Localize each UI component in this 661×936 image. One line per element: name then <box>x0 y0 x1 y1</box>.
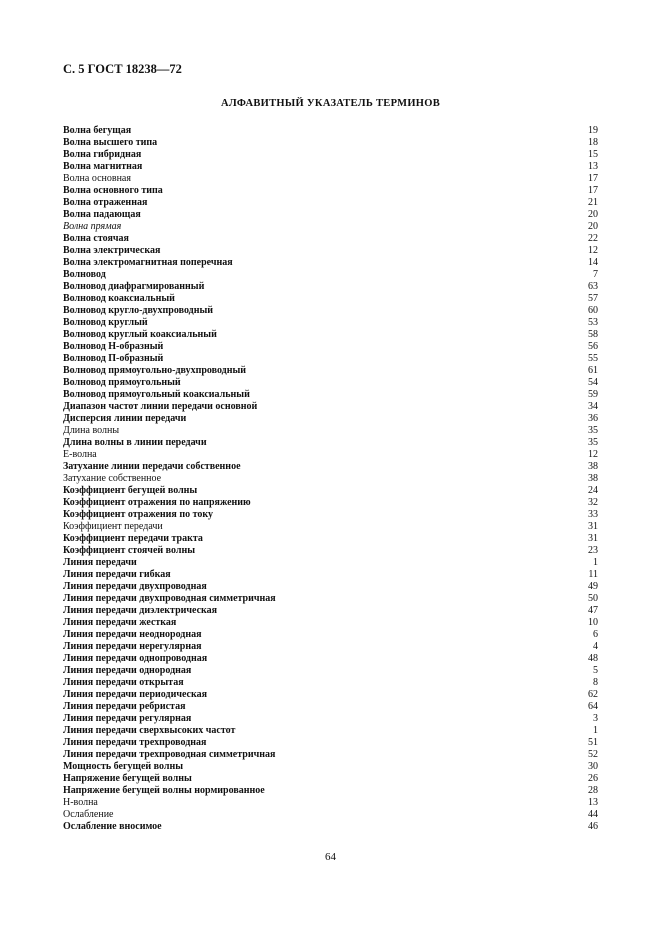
index-term: Коэффициент передачи <box>63 521 163 532</box>
index-page-ref: 47 <box>588 605 598 616</box>
index-entry <box>63 653 598 665</box>
index-page-ref: 8 <box>593 677 598 688</box>
index-entry <box>63 797 598 809</box>
index-page-ref: 23 <box>588 545 598 556</box>
index-page-ref: 4 <box>593 641 598 652</box>
index-page-ref: 32 <box>588 497 598 508</box>
index-entry <box>63 701 598 713</box>
index-entry <box>63 629 598 641</box>
index-page-ref: 12 <box>588 245 598 256</box>
index-term: Линия передачи неоднородная <box>63 629 202 640</box>
index-term: Напряжение бегущей волны нормированное <box>63 785 265 796</box>
index-page-ref: 11 <box>588 569 598 580</box>
index-page-ref: 44 <box>588 809 598 820</box>
index-entry <box>63 425 598 437</box>
index-term: Коэффициент отражения по напряжению <box>63 497 251 508</box>
index-page-ref: 49 <box>588 581 598 592</box>
index-entry <box>63 677 598 689</box>
index-entry <box>63 329 598 341</box>
index-term: Линия передачи гибкая <box>63 569 171 580</box>
index-page-ref: 60 <box>588 305 598 316</box>
index-entry <box>63 641 598 653</box>
index-entry <box>63 785 598 797</box>
index-entry <box>63 713 598 725</box>
index-term: Волна отраженная <box>63 197 148 208</box>
index-entry <box>63 761 598 773</box>
index-term: Волновод прямоугольно-двухпроводный <box>63 365 247 376</box>
index-entry <box>63 305 598 317</box>
index-entry <box>63 533 598 545</box>
index-page-ref: 50 <box>588 593 598 604</box>
index-entry <box>63 197 598 209</box>
index-page-ref: 24 <box>588 485 598 496</box>
index-page-ref: 54 <box>588 377 598 388</box>
index-term: Длина волны <box>63 425 120 436</box>
index-page-ref: 31 <box>588 533 598 544</box>
index-entry <box>63 233 598 245</box>
index-page-ref: 26 <box>588 773 598 784</box>
index-page-ref: 20 <box>588 221 598 232</box>
index-term: Ослабление <box>63 809 114 820</box>
index-term: Волна электромагнитная поперечная <box>63 257 233 268</box>
index-page-ref: 14 <box>588 257 598 268</box>
index-page-ref: 55 <box>588 353 598 364</box>
index-term: Длина волны в линии передачи <box>63 437 207 448</box>
index-term: Диапазон частот линии передачи основной <box>63 401 258 412</box>
index-page-ref: 12 <box>588 449 598 460</box>
index-page-ref: 51 <box>588 737 598 748</box>
index-page-ref: 63 <box>588 281 598 292</box>
index-page-ref: 34 <box>588 401 598 412</box>
index-entry <box>63 341 598 353</box>
index-term: Волна основного типа <box>63 185 163 196</box>
index-term: Волновод коаксиальный <box>63 293 175 304</box>
index-page-ref: 19 <box>588 125 598 136</box>
index-term: Волновод П-образный <box>63 353 164 364</box>
index-entry <box>63 497 598 509</box>
index-term: Линия передачи трехпроводная <box>63 737 207 748</box>
term-index <box>63 125 598 833</box>
index-entry <box>63 221 598 233</box>
index-page-ref: 35 <box>588 425 598 436</box>
index-page-ref: 13 <box>588 161 598 172</box>
index-page-ref: 52 <box>588 749 598 760</box>
index-term: Линия передачи периодическая <box>63 689 207 700</box>
index-term: Линия передачи диэлектрическая <box>63 605 218 616</box>
index-term: Волна прямая <box>63 221 122 232</box>
index-page-ref: 62 <box>588 689 598 700</box>
index-entry <box>63 485 598 497</box>
index-entry <box>63 257 598 269</box>
index-term: Ослабление вносимое <box>63 821 162 832</box>
page-number: 64 <box>325 851 336 863</box>
index-entry <box>63 545 598 557</box>
index-term: Волновод круглый коаксиальный <box>63 329 217 340</box>
index-page-ref: 64 <box>588 701 598 712</box>
index-term: Напряжение бегущей волны <box>63 773 192 784</box>
index-entry <box>63 605 598 617</box>
index-entry <box>63 269 598 281</box>
index-page-ref: 28 <box>588 785 598 796</box>
index-term: Волновод прямоугольный коаксиальный <box>63 389 250 400</box>
index-page-ref: 17 <box>588 185 598 196</box>
index-entry <box>63 413 598 425</box>
index-page-ref: 13 <box>588 797 598 808</box>
index-term: Затухание линии передачи собственное <box>63 461 241 472</box>
index-entry <box>63 245 598 257</box>
index-page-ref: 59 <box>588 389 598 400</box>
index-term: Волновод круглый <box>63 317 148 328</box>
index-term: Волна основная <box>63 173 131 184</box>
index-page-ref: 22 <box>588 233 598 244</box>
index-entry <box>63 773 598 785</box>
index-term: Линия передачи регулярная <box>63 713 192 724</box>
index-term: Линия передачи <box>63 557 137 568</box>
index-page-ref: 1 <box>593 725 598 736</box>
index-term: Е-волна <box>63 449 97 460</box>
index-entry <box>63 725 598 737</box>
index-page-ref: 46 <box>588 821 598 832</box>
index-term: Дисперсия линии передачи <box>63 413 187 424</box>
index-entry <box>63 281 598 293</box>
index-term: Линия передачи однородная <box>63 665 192 676</box>
index-term: Мощность бегущей волны <box>63 761 184 772</box>
index-title: АЛФАВИТНЫЙ УКАЗАТЕЛЬ ТЕРМИНОВ <box>220 98 441 109</box>
index-term: Линия передачи двухпроводная симметричная <box>63 593 276 604</box>
index-term: Волна электрическая <box>63 245 161 256</box>
index-entry <box>63 581 598 593</box>
index-term: Линия передачи однопроводная <box>63 653 208 664</box>
index-entry <box>63 173 598 185</box>
index-entry <box>63 209 598 221</box>
index-term: Волновод Н-образный <box>63 341 164 352</box>
index-term: Затухание собственное <box>63 473 162 484</box>
index-term: Коэффициент отражения по току <box>63 509 213 520</box>
index-term: Линия передачи сверхвысоких частот <box>63 725 236 736</box>
index-entry <box>63 473 598 485</box>
index-entry <box>63 521 598 533</box>
index-page-ref: 38 <box>588 461 598 472</box>
index-entry <box>63 365 598 377</box>
index-page-ref: 3 <box>593 713 598 724</box>
index-page-ref: 35 <box>588 437 598 448</box>
index-term: Линия передачи ребристая <box>63 701 186 712</box>
index-page-ref: 57 <box>588 293 598 304</box>
index-page-ref: 58 <box>588 329 598 340</box>
index-term: Волновод кругло-двухпроводный <box>63 305 214 316</box>
index-page-ref: 33 <box>588 509 598 520</box>
index-entry <box>63 293 598 305</box>
index-page-ref: 21 <box>588 197 598 208</box>
index-term: Волновод прямоугольный <box>63 377 181 388</box>
index-page-ref: 20 <box>588 209 598 220</box>
index-term: Н-волна <box>63 797 98 808</box>
index-entry <box>63 353 598 365</box>
index-page-ref: 61 <box>588 365 598 376</box>
index-entry <box>63 749 598 761</box>
index-term: Линия передачи трехпроводная симметричная <box>63 749 276 760</box>
index-entry <box>63 665 598 677</box>
index-entry <box>63 401 598 413</box>
index-term: Коэффициент стоячей волны <box>63 545 196 556</box>
index-page-ref: 1 <box>593 557 598 568</box>
index-term: Линия передачи жесткая <box>63 617 177 628</box>
index-term: Волновод диафрагмированный <box>63 281 205 292</box>
index-entry <box>63 821 598 833</box>
index-page-ref: 31 <box>588 521 598 532</box>
index-page-ref: 18 <box>588 137 598 148</box>
index-entry <box>63 617 598 629</box>
index-page-ref: 5 <box>593 665 598 676</box>
index-page-ref: 10 <box>588 617 598 628</box>
index-term: Волновод <box>63 269 106 280</box>
index-entry <box>63 569 598 581</box>
index-term: Волна гибридная <box>63 149 142 160</box>
index-term: Волна падающая <box>63 209 141 220</box>
index-entry <box>63 557 598 569</box>
index-term: Волна бегущая <box>63 125 132 136</box>
index-term: Волна магнитная <box>63 161 143 172</box>
document-header: С. 5 ГОСТ 18238—72 <box>63 62 182 76</box>
index-page-ref: 15 <box>588 149 598 160</box>
index-term: Коэффициент бегущей волны <box>63 485 198 496</box>
index-term: Линия передачи нерегулярная <box>63 641 202 652</box>
index-entry <box>63 125 598 137</box>
index-entry <box>63 437 598 449</box>
index-page-ref: 38 <box>588 473 598 484</box>
index-page-ref: 7 <box>593 269 598 280</box>
index-entry <box>63 137 598 149</box>
index-page-ref: 53 <box>588 317 598 328</box>
index-page-ref: 30 <box>588 761 598 772</box>
index-page-ref: 48 <box>588 653 598 664</box>
index-entry <box>63 377 598 389</box>
index-term: Волна высшего типа <box>63 137 158 148</box>
index-entry <box>63 149 598 161</box>
index-entry <box>63 809 598 821</box>
index-entry <box>63 689 598 701</box>
index-term: Волна стоячая <box>63 233 129 244</box>
index-page-ref: 6 <box>593 629 598 640</box>
index-page-ref: 17 <box>588 173 598 184</box>
index-entry <box>63 389 598 401</box>
index-page-ref: 36 <box>588 413 598 424</box>
index-entry <box>63 509 598 521</box>
index-entry <box>63 161 598 173</box>
index-page-ref: 56 <box>588 341 598 352</box>
index-term: Коэффициент передачи тракта <box>63 533 203 544</box>
index-entry <box>63 185 598 197</box>
index-entry <box>63 737 598 749</box>
index-entry <box>63 461 598 473</box>
index-entry <box>63 449 598 461</box>
index-term: Линия передачи двухпроводная <box>63 581 207 592</box>
index-entry <box>63 593 598 605</box>
index-entry <box>63 317 598 329</box>
index-term: Линия передачи открытая <box>63 677 184 688</box>
